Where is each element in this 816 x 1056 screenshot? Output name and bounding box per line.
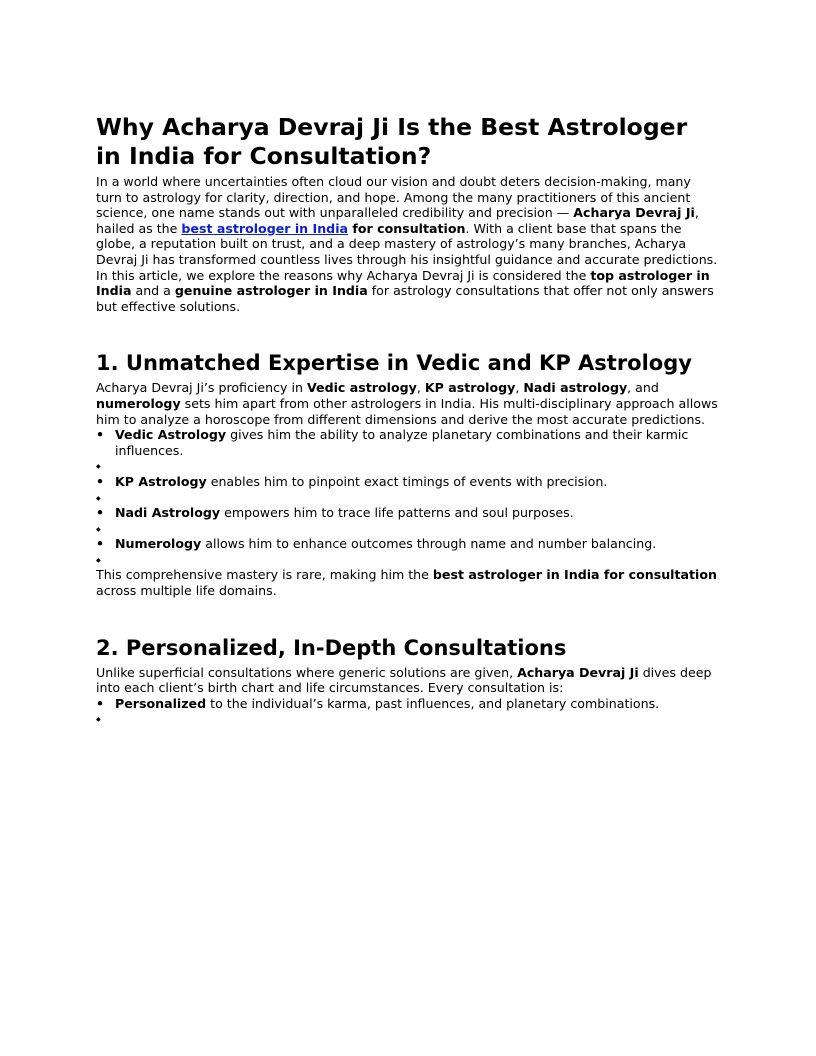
best-astrologer-link[interactable] xyxy=(181,221,348,236)
section-1-heading: 1. Unmatched Expertise in Vedic and KP Astrology xyxy=(96,351,692,376)
body-text: sets him apart from other astrologers in India. His multi-disciplinary approach allows him to analyze a horoscope from different dimensions and derive the most accurate predictions. xyxy=(96,395,718,427)
intro-text: for astrology consultations that offer not only answers but effective solutions. xyxy=(96,283,714,314)
intro-paragraph-1 xyxy=(96,174,720,268)
empty-list-item xyxy=(96,458,720,474)
section-consultations xyxy=(96,635,720,727)
body-text: allows him to enhance outcomes through name and number balancing. xyxy=(201,536,657,552)
bold-text: Numerology xyxy=(115,536,202,552)
bold-text: KP astrology xyxy=(424,380,516,396)
section-2-heading: 2. Personalized, In-Depth Consultations xyxy=(96,635,567,660)
consultation-list xyxy=(96,696,720,727)
intro-text: and a xyxy=(131,283,175,299)
bold-text: Nadi astrology xyxy=(523,380,628,396)
body-text: gives him the ability to analyze planetary combinations and their karmic influences. xyxy=(115,427,689,458)
body-text: Acharya Devraj Ji’s proficiency in xyxy=(96,380,307,396)
expertise-list xyxy=(96,427,720,567)
bold-text: KP Astrology xyxy=(115,473,207,489)
link-text[interactable]: best astrologer in India xyxy=(181,220,349,236)
bold-text: Acharya Devraj Ji xyxy=(573,205,695,221)
empty-list-item xyxy=(96,490,720,506)
bold-text: best astrologer in India for consultation xyxy=(432,567,717,583)
body-text: empowers him to trace life patterns and soul purposes. xyxy=(220,505,574,521)
intro-text: In a world where uncertainties often cloud our vision and doubt deters decision-making, many turn to astrology for clarity, direction, and hope. Among the many practitioners of this ancient science, one name stands out with unparalleled credibility and precision — xyxy=(96,174,691,221)
section-1-closing xyxy=(96,567,720,598)
body-text: across multiple life domains. xyxy=(96,583,277,599)
list-item xyxy=(96,505,720,521)
section-2-paragraph xyxy=(96,665,720,696)
body-text: , and xyxy=(627,380,659,396)
intro-text: . With a client base that spans the globe, a reputation built on trust, and a deep mastery of astrology’s many branches, Acharya Devraj Ji has transformed countless lives through his insightful guidance and accurate predictions. xyxy=(96,220,718,267)
bold-text: top astrologer in India xyxy=(96,267,710,299)
body-text: dives deep into each client’s birth chart and life circumstances. Every consultation is: xyxy=(96,664,712,696)
bold-text: Acharya Devraj Ji xyxy=(517,664,639,680)
body-text: Unlike superficial consultations where generic solutions are given, xyxy=(96,664,518,680)
body-text: , xyxy=(416,380,425,396)
bold-text: Personalized xyxy=(115,695,207,711)
list-item xyxy=(96,474,720,490)
body-text: to the individual’s karma, past influences, and planetary combinations. xyxy=(206,695,660,711)
empty-list-item xyxy=(96,521,720,537)
intro-paragraph-2 xyxy=(96,268,720,315)
bold-text: for consultation xyxy=(348,220,466,236)
bold-text: Nadi Astrology xyxy=(115,505,221,521)
bold-text: Vedic astrology xyxy=(307,380,417,396)
section-expertise xyxy=(96,350,720,598)
empty-list-item xyxy=(96,711,720,727)
intro-text: In this article, we explore the reasons why Acharya Devraj Ji is considered the xyxy=(96,267,591,283)
list-item xyxy=(96,536,720,552)
body-text: This comprehensive mastery is rare, making him the xyxy=(96,567,433,583)
list-item xyxy=(96,427,720,458)
intro-text: , hailed as the xyxy=(96,205,699,236)
list-item xyxy=(96,696,720,712)
empty-list-item xyxy=(96,552,720,568)
article-title: Why Acharya Devraj Ji Is the Best Astrologer in India for Consultation? xyxy=(96,113,688,170)
section-1-paragraph xyxy=(96,380,720,427)
bold-text: genuine astrologer in India xyxy=(174,283,368,299)
bold-text: numerology xyxy=(96,395,181,411)
bold-text: Vedic Astrology xyxy=(115,427,227,443)
body-text: , xyxy=(515,380,524,396)
body-text: enables him to pinpoint exact timings of events with precision. xyxy=(206,473,608,489)
